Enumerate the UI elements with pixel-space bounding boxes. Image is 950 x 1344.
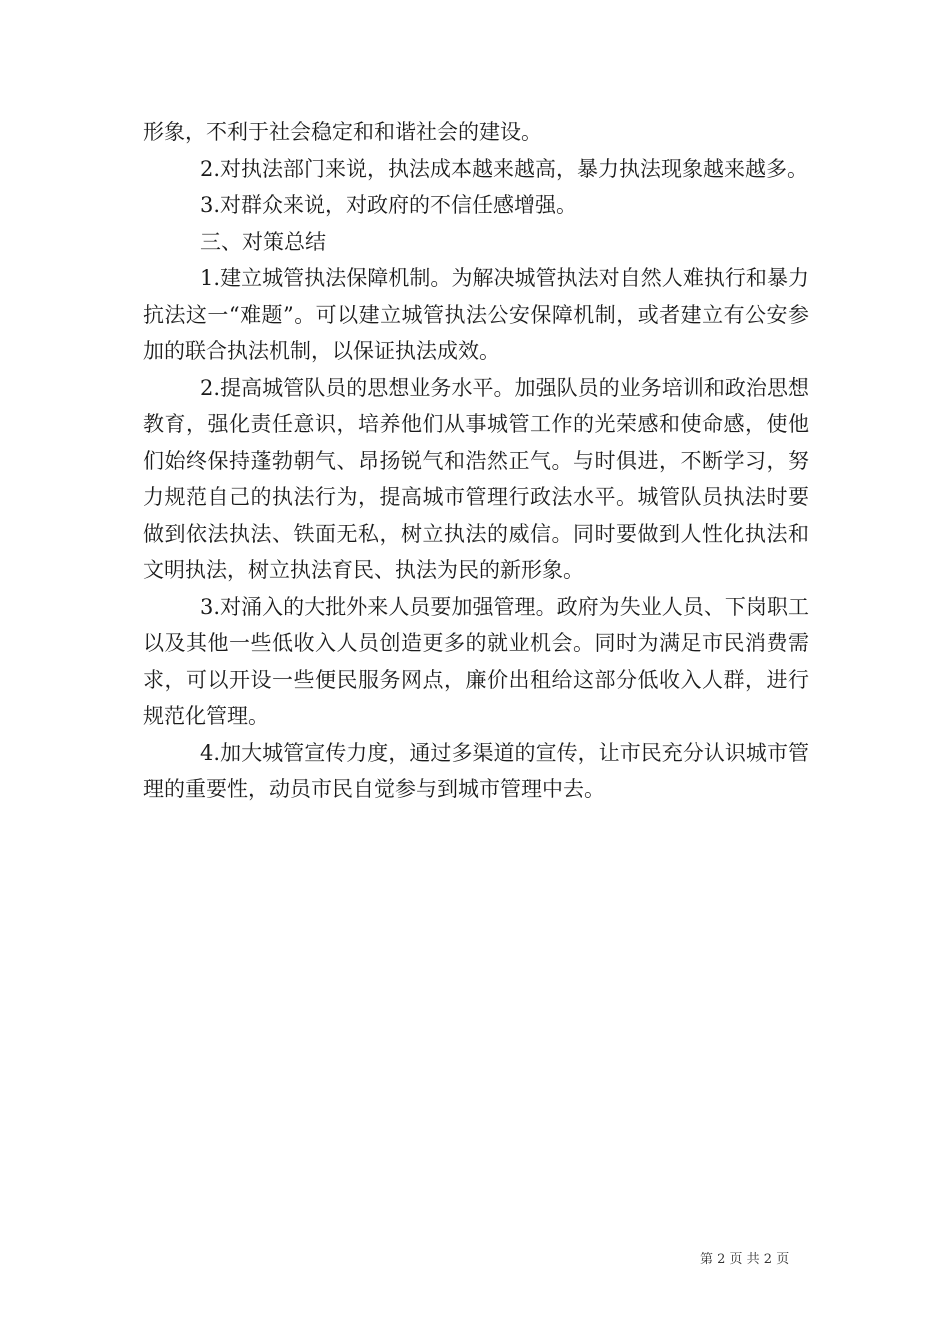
paragraph: 4.加大城管宣传力度，通过多渠道的宣传，让市民充分认识城市管理的重要性，动员市民自觉参与到城市管理中去。 xyxy=(143,740,809,801)
paragraph: 2.提高城管队员的思想业务水平。加强队员的业务培训和政治思想教育，强化责任意识，培养他们从事城管工作的光荣感和使命感，使他们始终保持蓬勃朝气、昂扬锐气和浩然正气。与时俱进，不断学习，努力规范自己的执法行为，提高城市管理行政法水平。城管队员执法时要做到依法执法、铁面无私，树立执法的威信。同时要做到人性化执法和文明执法，树立执法育民、执法为民的新形象。 xyxy=(143,375,809,582)
paragraph: 3.对涌入的大批外来人员要加强管理。政府为失业人员、下岗职工以及其他一些低收入人员创造更多的就业机会。同时为满足市民消费需求，可以开设一些便民服务网点，廉价出租给这部分低收入人群，进行规范化管理。 xyxy=(143,594,809,728)
paragraph: 形象，不利于社会稳定和和谐社会的建设。 xyxy=(143,120,542,144)
paragraph: 1.建立城管执法保障机制。为解决城管执法对自然人难执行和暴力抗法这一“难题”。可以建立城管执法公安保障机制，或者建立有公安参加的联合执法机制，以保证执法成效。 xyxy=(143,266,809,363)
paragraph: 2.对执法部门来说，执法成本越来越高，暴力执法现象越来越多。 xyxy=(200,156,809,181)
section-heading: 三、对策总结 xyxy=(200,229,326,254)
document-body xyxy=(143,114,809,808)
paragraph: 3.对群众来说，对政府的不信任感增强。 xyxy=(200,193,578,217)
page-number: 第 2 页 共 2 页 xyxy=(700,1252,790,1267)
